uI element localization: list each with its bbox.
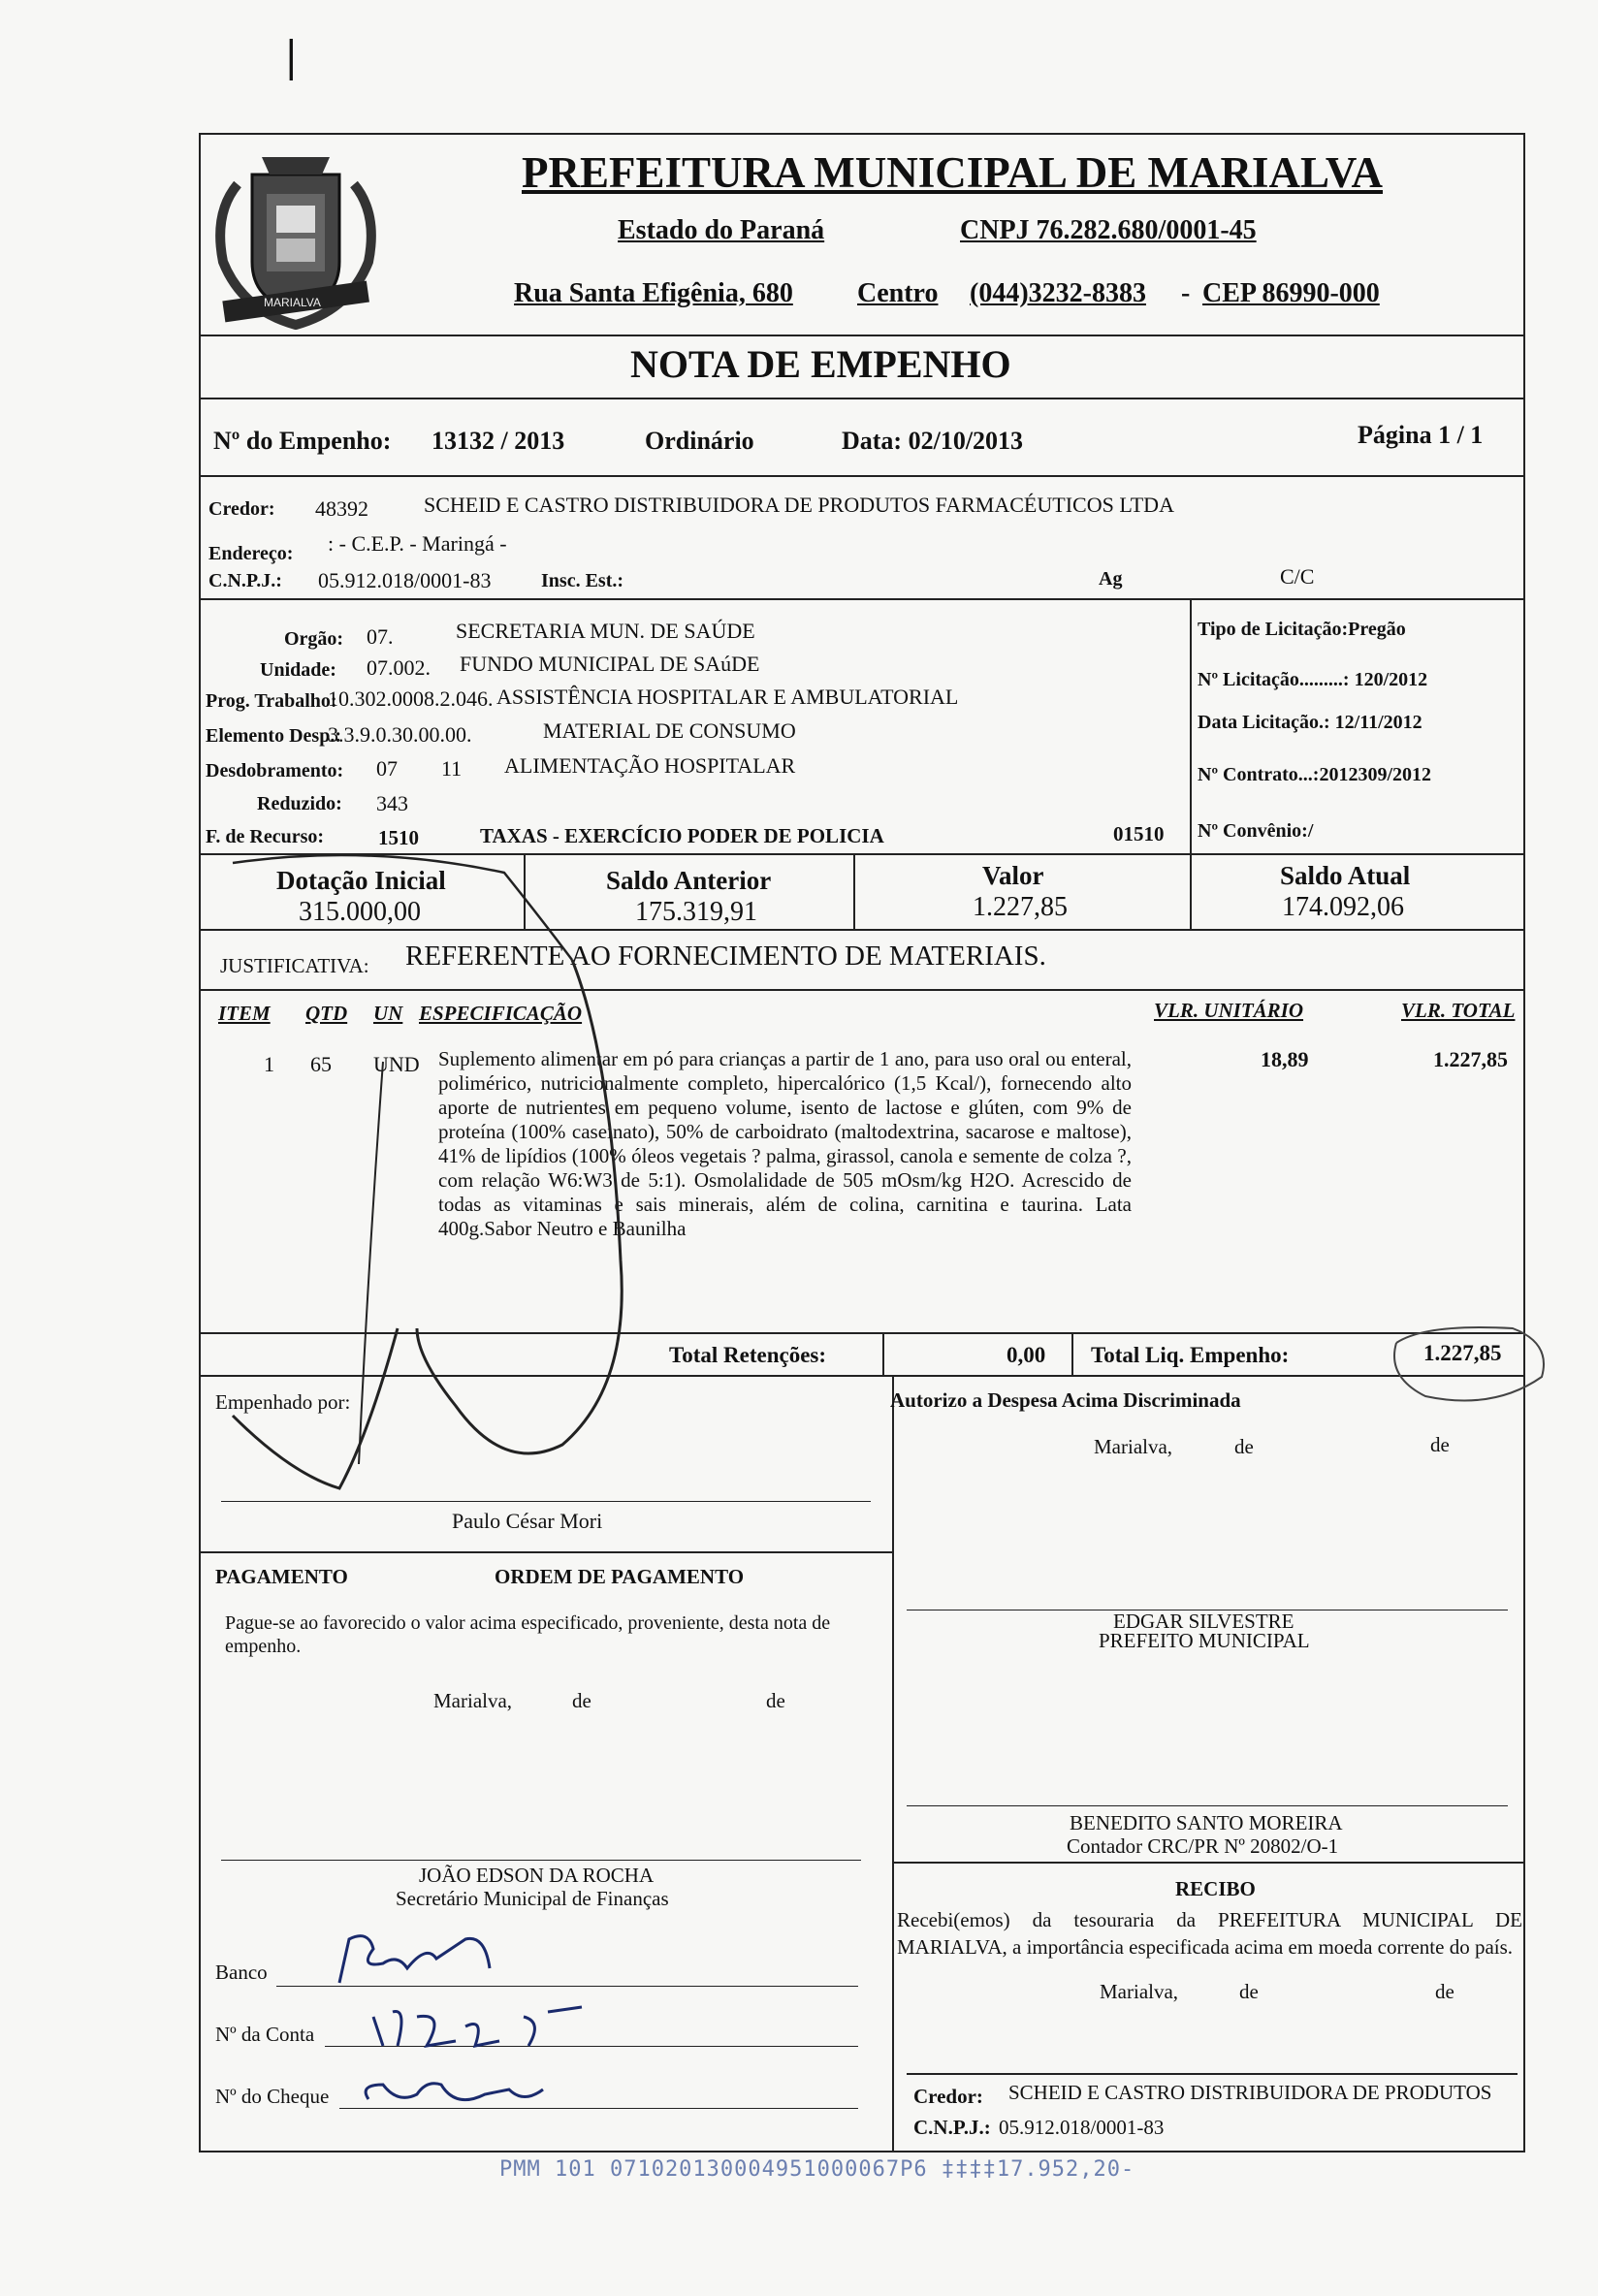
justificativa-text: REFERENTE AO FORNECIMENTO DE MATERIAIS.: [405, 941, 1046, 972]
unidade-name: FUNDO MUNICIPAL DE SAúDE: [460, 652, 760, 676]
autorizo-de-1: de: [1234, 1435, 1254, 1458]
pagamento-text: Pague-se ao favorecido o valor acima especificado, proveniente, desta nota de empenho.: [225, 1612, 831, 1657]
prog-label: Prog. Trabalho:: [206, 690, 337, 712]
reduzido-value: 343: [376, 791, 408, 815]
autorizo-local: Marialva,: [1094, 1435, 1173, 1458]
recurso-name: TAXAS - EXERCÍCIO PODER DE POLICIA: [480, 824, 884, 847]
convenio-number: Nº Convênio:/: [1198, 820, 1314, 842]
item-number: 1: [264, 1052, 274, 1076]
conta-label: Nº da Conta: [215, 2023, 315, 2046]
item-column-header: ITEM: [218, 1002, 271, 1025]
prefeito-title: PREFEITO MUNICIPAL: [1099, 1629, 1310, 1652]
creditor-cnpj: 05.912.018/0001-83: [318, 568, 492, 592]
saldo-atual-value: 174.092,06: [1282, 892, 1404, 922]
header-cep: CEP 86990-000: [1202, 278, 1380, 308]
page-number: Página 1 / 1: [1358, 421, 1484, 449]
prog-name: ASSISTÊNCIA HOSPITALAR E AMBULATORIAL: [496, 685, 959, 709]
prog-code: 10.302.0008.2.046.: [328, 686, 494, 711]
contador-crc: Contador CRC/PR Nº 20802/O-1: [1067, 1834, 1339, 1858]
licitacao-number: Nº Licitação.........: 120/2012: [1198, 669, 1428, 690]
autorizo-de-2: de: [1430, 1433, 1450, 1456]
unidade-code: 07.002.: [367, 655, 431, 680]
header-address: Rua Santa Efigênia, 680: [514, 278, 793, 308]
reduzido-label: Reduzido:: [257, 793, 342, 814]
recibo-de-2: de: [1435, 1980, 1454, 2003]
empenho-date: Data: 02/10/2013: [842, 427, 1024, 455]
item-qty: 65: [310, 1052, 332, 1076]
liquido-label: Total Liq. Empenho:: [1091, 1343, 1290, 1367]
recurso-code: 1510: [378, 826, 419, 849]
item-total-price: 1.227,85: [1433, 1047, 1508, 1071]
document-title: NOTA DE EMPENHO: [630, 342, 1011, 386]
micr-code: PMM 101 071020130004951000067P6 ‡‡‡‡17.952,20-: [499, 2157, 1135, 2182]
liquido-value: 1.227,85: [1423, 1341, 1502, 1365]
un-column-header: UN: [373, 1002, 403, 1025]
pagamento-label: PAGAMENTO: [215, 1565, 348, 1588]
desdobramento-label: Desdobramento:: [206, 760, 344, 781]
conta-handwriting-icon: [373, 2007, 582, 2046]
contract-number: Nº Contrato...:2012309/2012: [1198, 764, 1432, 785]
recibo-cnpj-label: C.N.P.J.:: [913, 2116, 991, 2139]
creditor-address: : - C.E.P. - Maringá -: [328, 531, 507, 556]
valor-value: 1.227,85: [973, 892, 1068, 922]
state-registration-label: Insc. Est.:: [541, 570, 624, 591]
cheque-handwriting-icon: [366, 2084, 543, 2100]
header-separator: -: [1181, 278, 1191, 308]
creditor-name: SCHEID E CASTRO DISTRIBUIDORA DE PRODUTOS FARMACÉUTICOS LTDA: [424, 493, 1174, 517]
saldo-anterior-label: Saldo Anterior: [606, 866, 772, 895]
orgao-name: SECRETARIA MUN. DE SAÚDE: [456, 619, 755, 643]
saldo-anterior-value: 175.319,91: [635, 897, 757, 927]
pagamento-de-1: de: [572, 1689, 591, 1712]
recibo-text: Recebi(emos) da tesouraria da PREFEITURA MUNICIPAL DE MARIALVA, a importância especificada acima em moeda corrente do país.: [897, 1908, 1522, 1959]
empenho-number-label: Nº do Empenho:: [213, 427, 392, 455]
recibo-cnpj: 05.912.018/0001-83: [999, 2116, 1165, 2139]
recibo-credor-name: SCHEID E CASTRO DISTRIBUIDORA DE PRODUTOS: [1008, 2081, 1492, 2104]
address-label: Endereço:: [208, 543, 294, 564]
justificativa-label: JUSTIFICATIVA:: [220, 954, 369, 977]
secretario-name: JOÃO EDSON DA ROCHA: [419, 1864, 655, 1887]
contador-name: BENEDITO SANTO MOREIRA: [1070, 1811, 1343, 1834]
saldo-atual-label: Saldo Atual: [1280, 861, 1411, 890]
desdobramento-name: ALIMENTAÇÃO HOSPITALAR: [504, 753, 796, 778]
state-name: Estado do Paraná: [618, 215, 825, 245]
account-label: C/C: [1280, 564, 1315, 589]
elemento-name: MATERIAL DE CONSUMO: [543, 718, 796, 743]
empenho-number: 13132 / 2013: [431, 427, 565, 455]
retencoes-label: Total Retenções:: [669, 1343, 827, 1367]
creditor-code: 48392: [315, 496, 368, 521]
recibo-de-1: de: [1239, 1980, 1259, 2003]
pagamento-de-2: de: [766, 1689, 785, 1712]
item-description: Suplemento alimentar em pó para crianças a partir de 1 ano, para uso oral ou enteral, polimérico, nutricionalmente completo, hipercalórico (1,5 Kcal/), fornecendo alto aporte de nutrientes em pequeno volume, isento de lactose e glúten, com 9% de proteína (100% caseinato), 50% de carboidrato (maltodextrina, sacarose e maltose), 41% de lipídios (100% óleos vegetais ? palma, girassol, canola e semente de colza ?, com relação W6:W3 de 5:1). Osmolalidade de 505 mOsm/kg H2O. Acrescido de todas as vitaminas e sais minerais, além de colina, carnitina e taurina. Lata 400g.Sabor Neutro e Baunilha: [438, 1047, 1132, 1240]
elemento-code: 3.3.9.0.30.00.00.: [328, 722, 472, 747]
recibo-credor-label: Credor:: [913, 2085, 983, 2108]
corner-mark: |: [286, 30, 297, 81]
licitacao-type: Tipo de Licitação:Pregão: [1198, 619, 1406, 640]
creditor-label: Credor:: [208, 498, 275, 520]
prefeito-name: EDGAR SILVESTRE: [1113, 1610, 1294, 1633]
unidade-label: Unidade:: [260, 659, 336, 681]
dotacao-label: Dotação Inicial: [276, 866, 446, 895]
especificacao-column-header: ESPECIFICAÇÃO: [419, 1002, 583, 1025]
orgao-code: 07.: [367, 624, 394, 649]
elemento-label: Elemento Desp.:: [206, 725, 341, 747]
empenho-type: Ordinário: [645, 427, 754, 455]
recibo-label: RECIBO: [1175, 1877, 1256, 1900]
recurso-number: 01510: [1113, 822, 1165, 845]
cheque-label: Nº do Cheque: [215, 2085, 330, 2108]
retencoes-value: 0,00: [1007, 1343, 1046, 1367]
qtd-column-header: QTD: [305, 1002, 348, 1025]
licitacao-date: Data Licitação.: 12/11/2012: [1198, 712, 1422, 733]
item-unit: UND: [373, 1052, 420, 1076]
desdobramento-code-1: 07: [376, 756, 398, 781]
secretario-title: Secretário Municipal de Finanças: [396, 1887, 669, 1910]
ordem-pagamento-label: ORDEM DE PAGAMENTO: [495, 1565, 745, 1588]
header-cnpj: CNPJ 76.282.680/0001-45: [960, 215, 1257, 245]
orgao-label: Orgão:: [284, 628, 344, 650]
banco-label: Banco: [215, 1961, 268, 1984]
item-unit-price: 18,89: [1261, 1047, 1309, 1071]
vlr-unitario-column-header: VLR. UNITÁRIO: [1154, 999, 1304, 1022]
vlr-total-column-header: VLR. TOTAL: [1401, 999, 1516, 1022]
crest-ribbon-text: MARIALVA: [264, 296, 321, 309]
desdobramento-code-2: 11: [441, 756, 463, 781]
municipality-title: PREFEITURA MUNICIPAL DE MARIALVA: [522, 148, 1384, 197]
header-phone: (044)3232-8383: [970, 278, 1146, 308]
cnpj-label: C.N.P.J.:: [208, 570, 282, 591]
pagamento-local: Marialva,: [433, 1689, 513, 1712]
valor-label: Valor: [982, 861, 1044, 890]
banco-signature-icon: [339, 1936, 490, 1983]
agency-label: Ag: [1099, 568, 1123, 590]
empenhado-label: Empenhado por:: [215, 1390, 351, 1414]
empenhado-name: Paulo César Mori: [452, 1509, 603, 1533]
recurso-label: F. de Recurso:: [206, 826, 325, 847]
recibo-local: Marialva,: [1100, 1980, 1179, 2003]
dotacao-value: 315.000,00: [299, 897, 421, 927]
autorizo-label: Autorizo a Despesa Acima Discriminada: [890, 1388, 1241, 1412]
header-district: Centro: [857, 278, 939, 308]
